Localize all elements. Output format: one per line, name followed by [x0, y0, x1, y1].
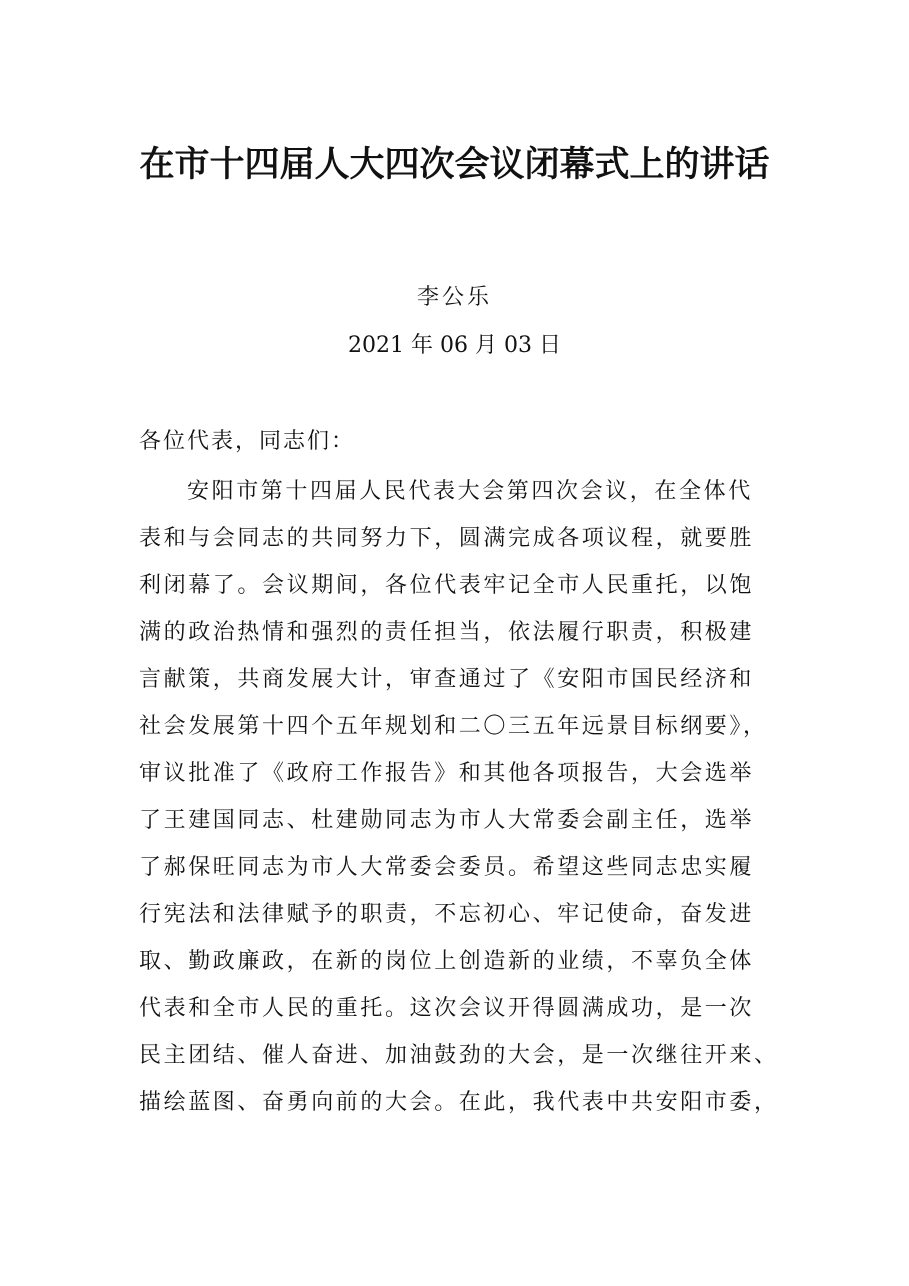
paragraph-line: 满的政治热情和强烈的责任担当，依法履行职责，积极建	[139, 620, 755, 645]
paragraph-line: 审议批准了《政府工作报告》和其他各项报告，大会选举	[139, 761, 755, 786]
document-title: 在市十四届人大四次会议闭幕式上的讲话	[139, 145, 770, 185]
paragraph-line: 了郝保旺同志为市人大常委会委员。希望这些同志忠实履	[139, 855, 755, 880]
paragraph-line: 社会发展第十四个五年规划和二〇三五年远景目标纲要》，	[139, 714, 768, 739]
author-name: 李公乐	[416, 285, 492, 310]
paragraph-line: 行宪法和法律赋予的职责，不忘初心、牢记使命，奋发进	[139, 902, 755, 927]
speech-body	[139, 472, 779, 1130]
salutation: 各位代表，同志们：	[139, 429, 356, 454]
paragraph-line: 了王建国同志、杜建勋同志为市人大常委会副主任，选举	[139, 808, 755, 833]
paragraph-line: 取、勤政廉政，在新的岗位上创造新的业绩，不辜负全体	[139, 949, 755, 974]
paragraph-line: 言献策，共商发展大计，审查通过了《安阳市国民经济和	[139, 667, 755, 692]
paragraph-line: 安阳市第十四届人民代表大会第四次会议，在全体代	[187, 479, 753, 504]
paragraph-line: 民主团结、催人奋进、加油鼓劲的大会，是一次继往开来、	[139, 1043, 779, 1068]
paragraph-line: 利闭幕了。会议期间，各位代表牢记全市人民重托，以饱	[139, 573, 755, 598]
paragraph-line: 代表和全市人民的重托。这次会议开得圆满成功，是一次	[139, 996, 755, 1021]
paragraph-line: 表和与会同志的共同努力下，圆满完成各项议程，就要胜	[139, 526, 755, 551]
speech-date: 2021 年 06 月 03 日	[348, 333, 561, 358]
paragraph-line: 描绘蓝图、奋勇向前的大会。在此，我代表中共安阳市委，	[139, 1090, 779, 1115]
